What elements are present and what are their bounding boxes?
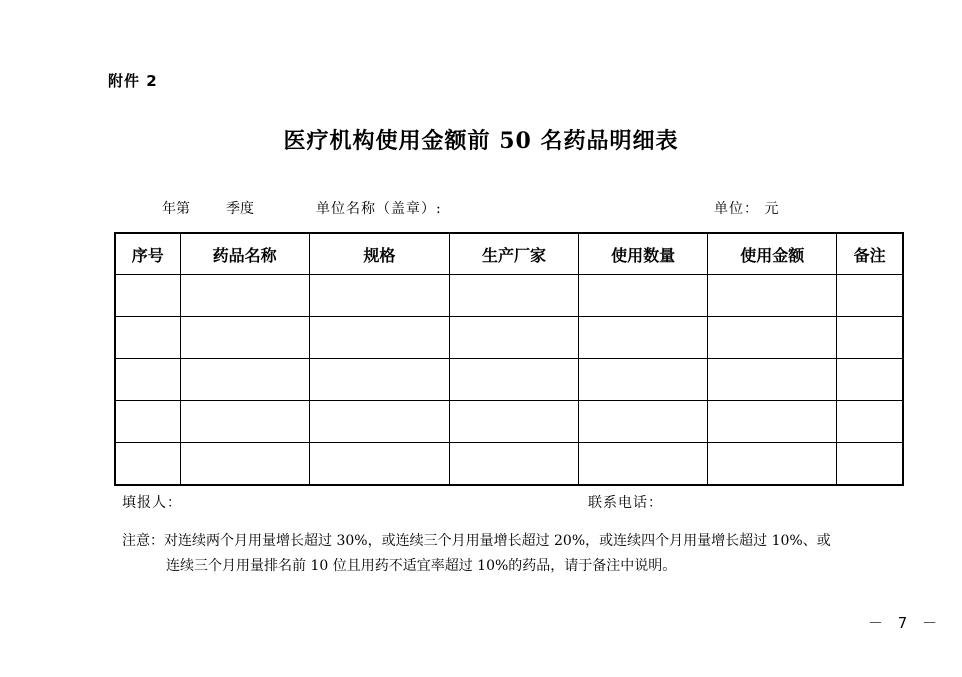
- table-cell[interactable]: [180, 275, 309, 317]
- table-cell[interactable]: [115, 443, 180, 486]
- table-cell[interactable]: [708, 443, 837, 486]
- note-line-2: 连续三个月用量排名前 10 位且用药不适宜率超过 10%的药品，请于备注中说明。: [166, 558, 677, 574]
- contact-phone-label: 联系电话：: [588, 495, 663, 511]
- year-field-label: 年第: [162, 201, 190, 217]
- table-cell[interactable]: [180, 359, 309, 401]
- table-cell[interactable]: [309, 401, 449, 443]
- table-row: [115, 275, 903, 317]
- table-cell[interactable]: [309, 317, 449, 359]
- table-cell[interactable]: [115, 317, 180, 359]
- table-cell[interactable]: [579, 275, 708, 317]
- table-cell[interactable]: [180, 401, 309, 443]
- table-cell[interactable]: [449, 275, 578, 317]
- table-cell[interactable]: [708, 275, 837, 317]
- table-cell[interactable]: [309, 275, 449, 317]
- header-serial-number: 序号: [115, 233, 180, 275]
- currency-unit-label: 单位： 元: [714, 201, 780, 217]
- table-row: [115, 401, 903, 443]
- table-cell[interactable]: [708, 401, 837, 443]
- table-header-row: [115, 233, 903, 275]
- table-cell[interactable]: [449, 317, 578, 359]
- header-specification: 规格: [309, 233, 449, 275]
- attachment-label: 附件 2: [108, 72, 158, 90]
- table-cell[interactable]: [449, 401, 578, 443]
- table-cell[interactable]: [115, 359, 180, 401]
- table-cell[interactable]: [579, 359, 708, 401]
- table-cell[interactable]: [115, 275, 180, 317]
- table-cell[interactable]: [449, 359, 578, 401]
- page-number: － 7 －: [868, 614, 941, 632]
- table-cell[interactable]: [837, 317, 903, 359]
- table-cell[interactable]: [837, 443, 903, 486]
- note-line-1: 注意：对连续两个月用量增长超过 30%，或连续三个月用量增长超过 20%，或连续四个月用量增长超过 10%、或: [122, 533, 831, 549]
- table-cell[interactable]: [309, 359, 449, 401]
- table-cell[interactable]: [180, 317, 309, 359]
- table-row: [115, 317, 903, 359]
- header-manufacturer: 生产厂家: [449, 233, 578, 275]
- page-title: 医疗机构使用金额前 50 名药品明细表: [283, 128, 679, 154]
- header-drug-name: 药品名称: [180, 233, 309, 275]
- reporter-label: 填报人：: [122, 495, 182, 511]
- table-cell[interactable]: [837, 359, 903, 401]
- table-cell[interactable]: [837, 401, 903, 443]
- table-row: [115, 359, 903, 401]
- table-cell[interactable]: [449, 443, 578, 486]
- table-cell[interactable]: [115, 401, 180, 443]
- organization-field-label: 单位名称（盖章）:: [316, 201, 442, 217]
- table-cell[interactable]: [837, 275, 903, 317]
- table-row: [115, 443, 903, 486]
- drug-detail-table: [114, 232, 904, 486]
- table-cell[interactable]: [309, 443, 449, 486]
- table-cell[interactable]: [708, 359, 837, 401]
- header-usage-amount: 使用金额: [708, 233, 837, 275]
- table-cell[interactable]: [579, 443, 708, 486]
- table-cell[interactable]: [180, 443, 309, 486]
- header-remarks: 备注: [837, 233, 903, 275]
- header-usage-quantity: 使用数量: [579, 233, 708, 275]
- table-cell[interactable]: [708, 317, 837, 359]
- table-cell[interactable]: [579, 317, 708, 359]
- quarter-field-label: 季度: [226, 201, 254, 217]
- table-cell[interactable]: [579, 401, 708, 443]
